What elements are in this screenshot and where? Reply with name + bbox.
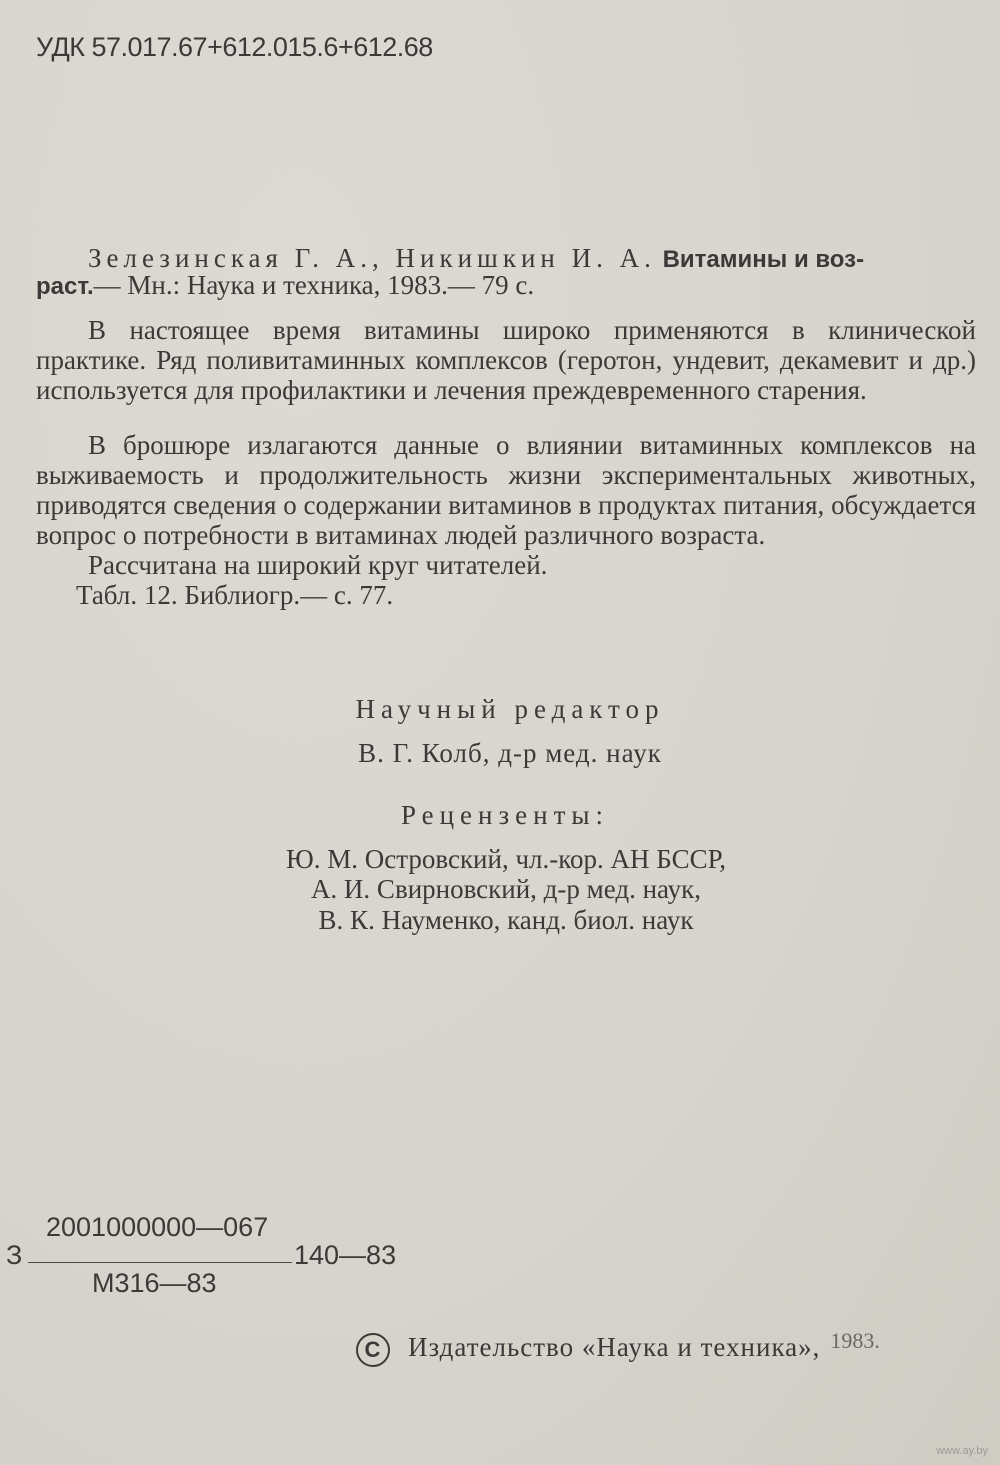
editor-name: В. Г. Колб, д-р мед. наук — [358, 738, 662, 768]
udk-code: УДК 57.017.67+612.015.6+612.68 — [36, 32, 433, 62]
copyright-icon: C — [356, 1333, 390, 1367]
audience-note: Рассчитана на широкий круг читателей. — [88, 550, 548, 580]
publication-code-top: 2001000000—067 — [46, 1212, 269, 1242]
publication-code-bottom: М316—83 — [92, 1268, 217, 1298]
authors: Зелезинская Г. А., Никишкин И. А. — [88, 243, 656, 273]
abstract-paragraph-1: В настоящее время витамины широко применяются в клинической практике. Ряд поливитаминных комплексов (геротон, ундевит, декамевит и др.) используется для профилактики и лечения преждевременного старения. — [36, 315, 976, 405]
abstract-paragraph-2: В брошюре излагаются данные о влиянии витаминных комплексов на выживаемость и продолжительность жизни экспериментальных животных, приводятся сведения о содержании витаминов в продуктах питания, обсуждается вопрос о потребности в витаминах людей различного возраста. Рассчитана на широкий круг читателей. Табл. 12. Библиогр.— с. 77. — [36, 430, 976, 610]
publication-code-right: 140—83 — [294, 1240, 397, 1270]
reviewer-2: А. И. Свирновский, д-р мед. наук, — [310, 874, 702, 904]
bibliographic-line-2 — [36, 270, 534, 302]
editor-heading: Научный редактор — [355, 694, 665, 724]
tables-bibliography: Табл. 12. Библиогр.— с. 77. — [76, 580, 394, 610]
reviewer-1: Ю. М. Островский, чл.-кор. АН БССР, — [286, 844, 726, 874]
publication-code-letter: З — [6, 1240, 23, 1270]
publisher: Издательство «Наука и техника», — [408, 1332, 821, 1362]
book-title-part2: раст. — [36, 273, 94, 300]
copyright-line — [356, 1328, 880, 1367]
book-title-part1: Витамины и воз- — [662, 246, 865, 273]
imprint: — Мн.: Наука и техника, 1983.— 79 с. — [93, 270, 535, 300]
copyright-year: 1983. — [830, 1328, 880, 1353]
watermark: www.ay.by — [936, 1445, 988, 1457]
reviewer-3: В. К. Науменко, канд. биол. наук — [318, 905, 694, 935]
reviewers-heading: Рецензенты: — [400, 800, 610, 830]
publication-code-divider — [28, 1262, 292, 1263]
